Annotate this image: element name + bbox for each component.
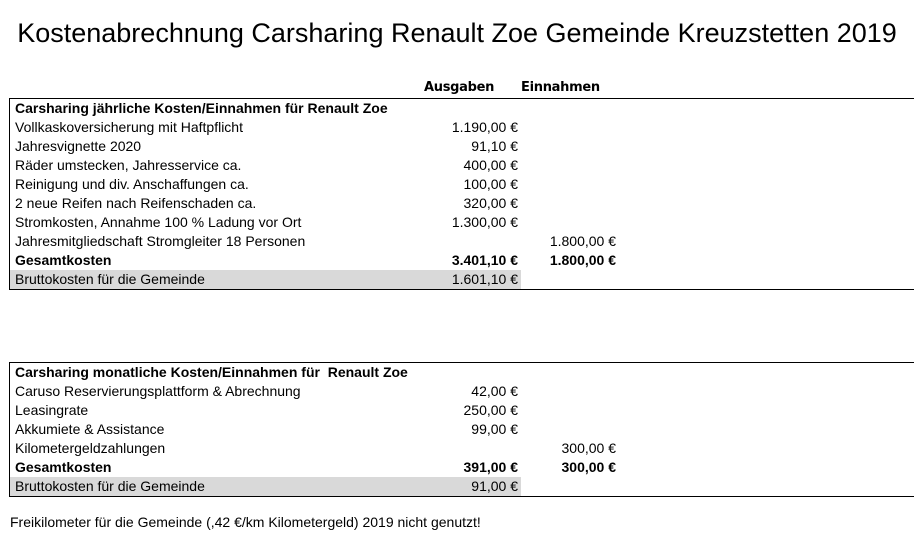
column-header-ausgaben: Ausgaben <box>424 80 495 95</box>
brutto-ausgaben: 91,00 € <box>471 478 518 494</box>
monthly-heading-row <box>10 363 914 382</box>
row-label: Räder umstecken, Jahresservice ca. <box>15 157 242 173</box>
row-label: Akkumiete & Assistance <box>15 421 165 437</box>
yearly-heading: Carsharing jährliche Kosten/Einnahmen für Renault Zoe <box>15 100 388 116</box>
row-label: Leasingrate <box>15 402 89 418</box>
brutto-row <box>10 270 914 289</box>
row-ausgaben: 320,00 € <box>463 195 518 211</box>
yearly-costs-table <box>9 98 914 290</box>
row-label: Kilometergeldzahlungen <box>15 440 166 456</box>
row-label: Jahresvignette 2020 <box>15 138 142 154</box>
total-einnahmen: 1.800,00 € <box>549 252 616 268</box>
monthly-costs-table <box>9 362 914 497</box>
total-einnahmen: 300,00 € <box>561 459 616 475</box>
table-row <box>10 213 914 232</box>
table-row <box>10 118 914 137</box>
footer-note: Freikilometer für die Gemeinde (,42 €/km Kilometergeld) 2019 nicht genutzt! <box>10 514 481 530</box>
table-row <box>10 420 914 439</box>
brutto-label: Bruttokosten für die Gemeinde <box>15 271 205 287</box>
row-ausgaben: 250,00 € <box>463 402 518 418</box>
brutto-ausgaben: 1.601,10 € <box>451 271 518 287</box>
row-ausgaben: 100,00 € <box>463 176 518 192</box>
row-label: Vollkaskoversicherung mit Haftpflicht <box>15 119 243 135</box>
row-label: Reinigung und div. Anschaffungen ca. <box>15 176 249 192</box>
row-einnahmen: 300,00 € <box>561 440 616 456</box>
row-label: Stromkosten, Annahme 100 % Ladung vor Ort <box>15 214 302 230</box>
row-label: 2 neue Reifen nach Reifenschaden ca. <box>15 195 257 211</box>
page-title: Kostenabrechnung Carsharing Renault Zoe Gemeinde Kreuzstetten 2019 <box>17 18 897 48</box>
table-row <box>10 401 914 420</box>
column-header-einnahmen: Einnahmen <box>521 80 600 95</box>
brutto-label: Bruttokosten für die Gemeinde <box>15 478 205 494</box>
row-einnahmen: 1.800,00 € <box>549 233 616 249</box>
total-label: Gesamtkosten <box>15 252 112 268</box>
total-row <box>10 251 914 270</box>
table-row <box>10 232 914 251</box>
row-ausgaben: 1.190,00 € <box>451 119 518 135</box>
row-ausgaben: 91,10 € <box>471 138 518 154</box>
row-ausgaben: 400,00 € <box>463 157 518 173</box>
table-row <box>10 439 914 458</box>
row-ausgaben: 42,00 € <box>471 383 518 399</box>
brutto-row <box>10 477 914 496</box>
yearly-heading-row <box>10 99 914 118</box>
monthly-heading: Carsharing monatliche Kosten/Einnahmen für Renault Zoe <box>15 364 408 380</box>
total-label: Gesamtkosten <box>15 459 112 475</box>
table-row <box>10 175 914 194</box>
total-ausgaben: 3.401,10 € <box>451 252 518 268</box>
table-row <box>10 194 914 213</box>
row-label: Jahresmitgliedschaft Stromgleiter 18 Personen <box>15 233 306 249</box>
row-ausgaben: 99,00 € <box>471 421 518 437</box>
row-label: Caruso Reservierungsplattform & Abrechnung <box>15 383 301 399</box>
total-ausgaben: 391,00 € <box>463 459 518 475</box>
table-row <box>10 382 914 401</box>
table-row <box>10 137 914 156</box>
table-row <box>10 156 914 175</box>
total-row <box>10 458 914 477</box>
row-ausgaben: 1.300,00 € <box>451 214 518 230</box>
